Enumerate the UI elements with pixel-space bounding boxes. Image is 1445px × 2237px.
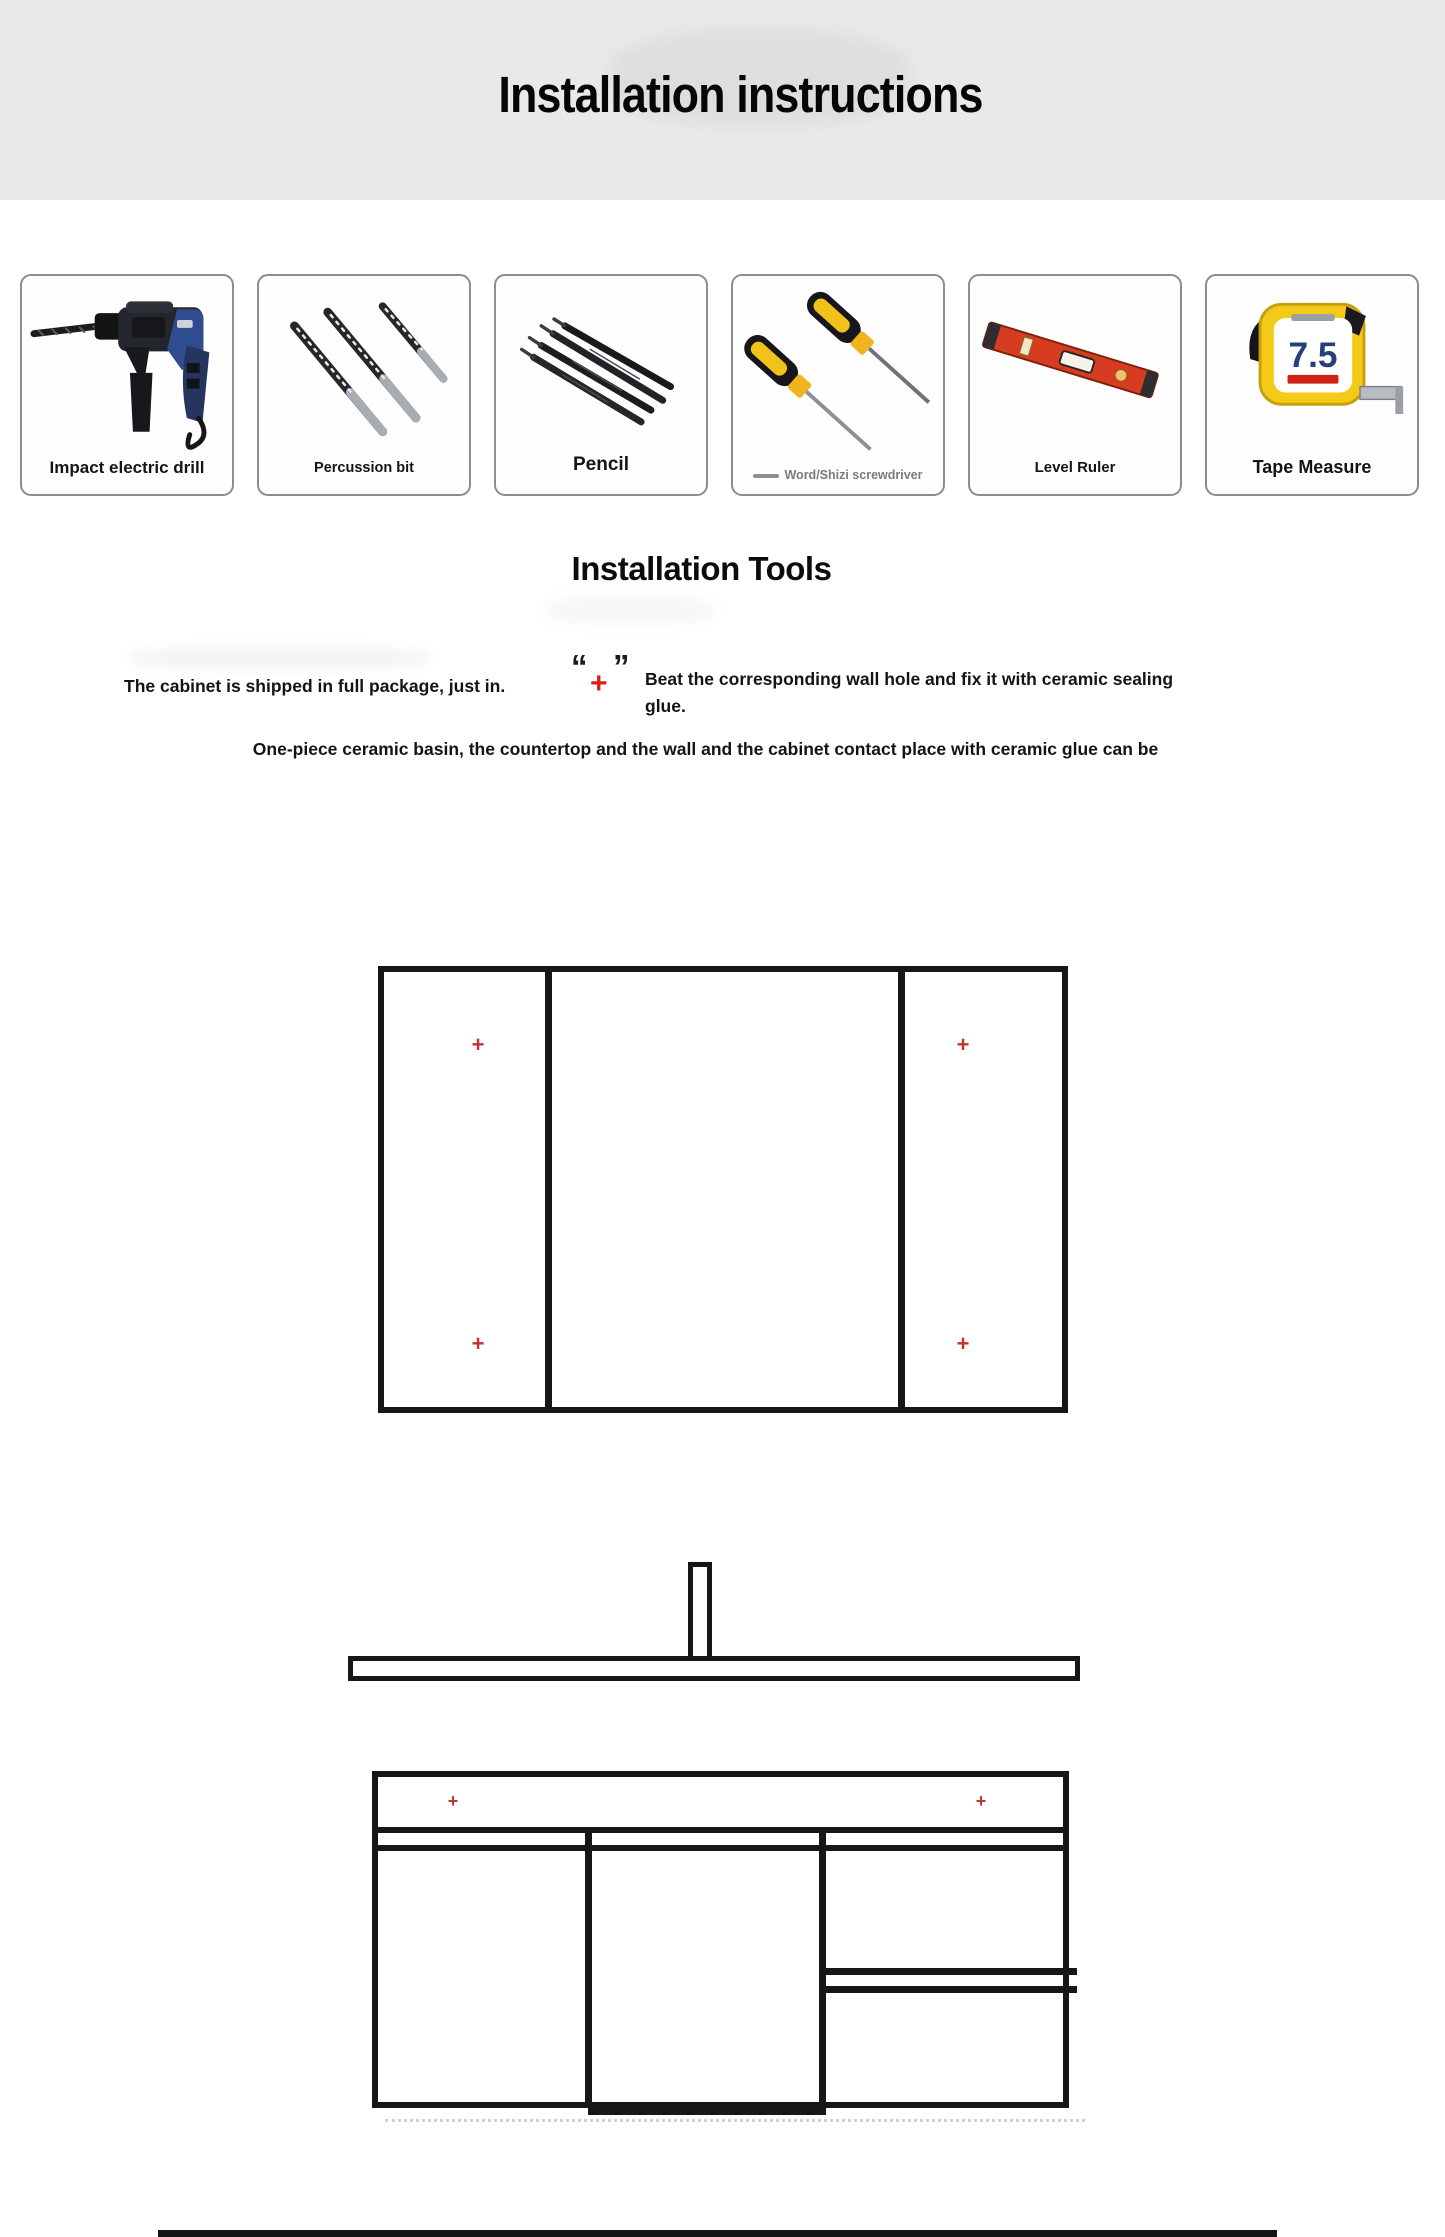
instruction-step1-line1: Beat the corresponding wall hole and fix it with ceramic sealing <box>645 669 1174 689</box>
watermark-ghost <box>545 596 715 624</box>
mirror-divider-right <box>898 972 905 1407</box>
tool-label: Word/Shizi screwdriver <box>733 468 943 482</box>
drill-point-mark: + <box>447 1791 459 1811</box>
tape-measure-icon <box>1215 284 1411 452</box>
plus-symbol: + <box>590 667 608 700</box>
mirror-divider-left <box>545 972 552 1407</box>
level-ruler-icon <box>978 284 1174 452</box>
tool-label: Tape Measure <box>1252 457 1372 477</box>
tool-card-pencil <box>494 274 708 496</box>
percussion-bit-icon <box>267 284 463 452</box>
drill-point-mark: + <box>975 1791 987 1811</box>
tool-card-tape-measure <box>1205 274 1419 496</box>
instruction-step1-prefix: The cabinet is shipped in full package, just in. <box>124 676 506 696</box>
basin-upstand-diagram <box>688 1562 712 1663</box>
drill-point-mark: + <box>471 1331 485 1356</box>
tool-label: Percussion bit <box>314 460 414 476</box>
cabinet-drawer-divider-bottom <box>819 1986 1077 1993</box>
tool-label: Level Ruler <box>1034 459 1116 476</box>
bottom-divider-bar <box>158 2230 1277 2237</box>
cabinet-top-rail-line <box>372 1827 1069 1833</box>
open-quote: “ <box>571 648 588 685</box>
cabinet-rail-bottom-line <box>372 1845 1069 1851</box>
instruction-step1-line2: glue. <box>645 696 686 716</box>
tool-card-screwdriver <box>731 274 945 496</box>
drill-point-mark: + <box>956 1032 970 1057</box>
svg-text:7.5: 7.5 <box>1288 336 1338 376</box>
header-band <box>0 0 1445 200</box>
cabinet-middle-door-bottom <box>588 2102 826 2115</box>
cabinet-shadow-line <box>385 2119 1085 2122</box>
pencil-icon <box>504 284 700 452</box>
page-title: Installation instructions <box>498 66 983 123</box>
tool-card-impact-electric-drill <box>20 274 234 496</box>
drill-point-mark: + <box>956 1331 970 1356</box>
section-title-installation-tools: Installation Tools <box>571 550 832 587</box>
countertop-diagram <box>348 1656 1080 1681</box>
instruction-step2: One-piece ceramic basin, the countertop and the wall and the cabinet contact place with ceramic glue can be <box>252 739 1159 759</box>
vanity-cabinet-diagram <box>372 1771 1069 2108</box>
dash-icon <box>753 474 779 478</box>
cabinet-drawer-divider-top <box>819 1968 1077 1975</box>
instruction-step1-text <box>645 666 1325 720</box>
drill-point-mark: + <box>471 1032 485 1057</box>
tool-card-percussion-bit <box>257 274 471 496</box>
close-quote: ” <box>613 648 630 685</box>
cabinet-divider-left <box>585 1827 592 2108</box>
screwdriver-icon <box>741 284 937 452</box>
watermark-ghost <box>130 648 430 668</box>
tool-label: Impact electric drill <box>49 458 205 477</box>
tool-label: Pencil <box>573 454 629 475</box>
tool-card-level-ruler <box>968 274 1182 496</box>
impact-drill-icon <box>30 284 226 452</box>
